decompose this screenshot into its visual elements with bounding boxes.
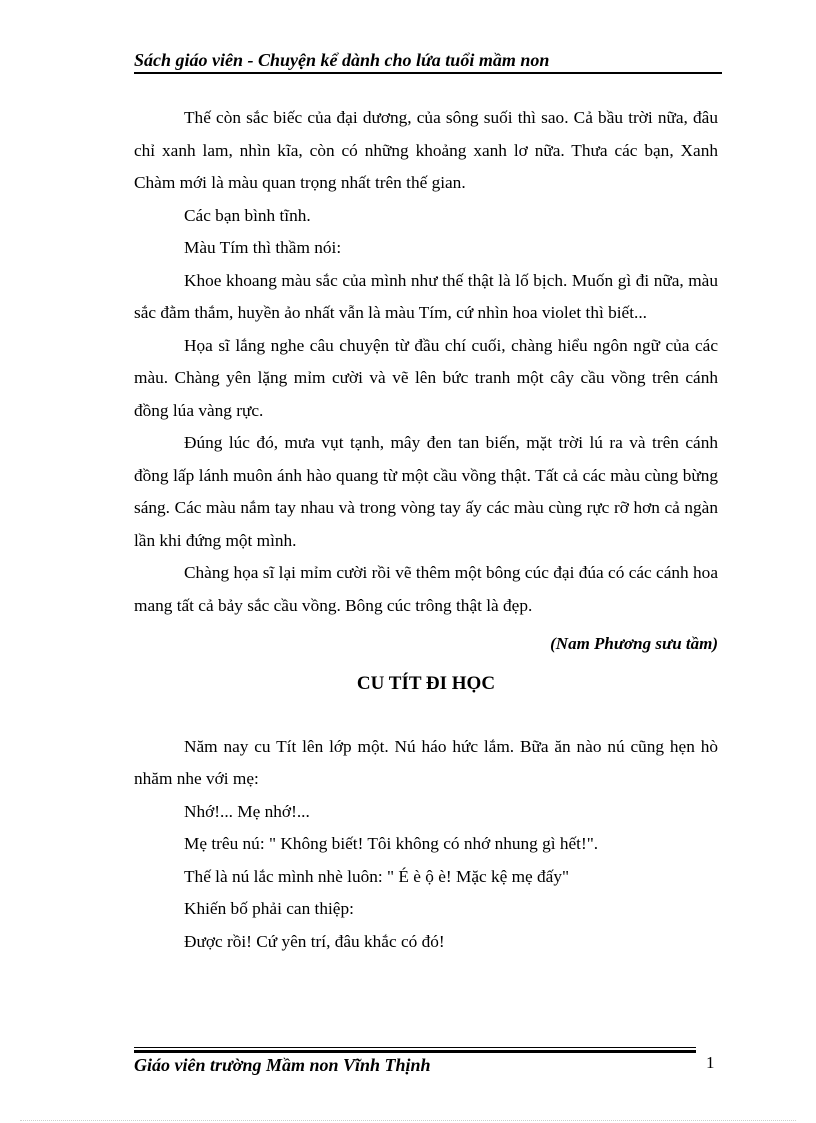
paragraph: Nhớ!... Mẹ nhớ!... [184,801,310,821]
header-divider [134,72,722,74]
paragraph: Năm nay cu Tít lên lớp một. Nú háo hức lắm. Bữa ăn nào nú cũng hẹn hò nhăm nhe với mẹ: [134,736,718,788]
story-title: CU TÍT ĐI HỌC [356,672,496,694]
paragraph: Đúng lúc đó, mưa vụt tạnh, mây đen tan biến, mặt trời lú ra và trên cánh đồng lấp lánh muôn ánh hào quang từ một cầu vồng thật. Tất cả các màu cùng bừng sáng. Các màu nắm tay nhau và trong vòng tay ấy các màu cùng rực rỡ hơn cả ngàn lần khi đứng một mình. [134,433,718,550]
page-footer-text: Giáo viên trường Mầm non Vĩnh Thịnh [134,1055,431,1075]
page-number: 1 [706,1053,715,1072]
paragraph: Được rồi! Cứ yên trí, đâu khắc có đó! [184,931,445,951]
paragraph: Thế còn sắc biếc của đại dương, của sông suối thì sao. Cả bầu trời nữa, đâu chỉ xanh lam, nhìn kĩa, còn có những khoảng xanh lơ nữa. Thưa các bạn, Xanh Chàm mới là màu quan trọng nhất trên thế gian. [134,108,718,192]
paragraph: Các bạn bình tĩnh. [184,205,311,225]
source-attribution: (Nam Phương sưu tầm) [550,634,718,653]
paragraph: Màu Tím thì thầm nói: [184,238,342,257]
paragraph: Chàng họa sĩ lại mỉm cười rồi vẽ thêm một bông cúc đại đúa có các cánh hoa mang tất cả bảy sắc cầu vồng. Bông cúc trông thật là đẹp. [134,563,718,615]
page-edge-divider [20,1120,796,1121]
paragraph: Mẹ trêu nú: " Không biết! Tôi không có nhớ nhung gì hết!". [184,834,599,853]
page-content [134,102,718,958]
footer-divider-thin [134,1047,696,1048]
paragraph: Thế là nú lắc mình nhè luôn: " É è ộ è! Mặc kệ mẹ đấy" [184,866,570,886]
page-header-title: Sách giáo viên - Chuyện kể dành cho lứa tuổi mầm non [134,50,550,70]
paragraph: Họa sĩ lắng nghe câu chuyện từ đầu chí cuối, chàng hiểu ngôn ngữ của các màu. Chàng yên lặng mỉm cười và vẽ lên bức tranh một cây cầu vồng trên cánh đồng lúa vàng rực. [134,335,718,420]
paragraph: Khoe khoang màu sắc của mình như thế thật là lố bịch. Muốn gì đi nữa, màu sắc đằm thắm, huyền ảo nhất vẫn là màu Tím, cứ nhìn hoa violet thì biết... [134,270,718,322]
paragraph: Khiến bố phải can thiệp: [184,899,354,918]
